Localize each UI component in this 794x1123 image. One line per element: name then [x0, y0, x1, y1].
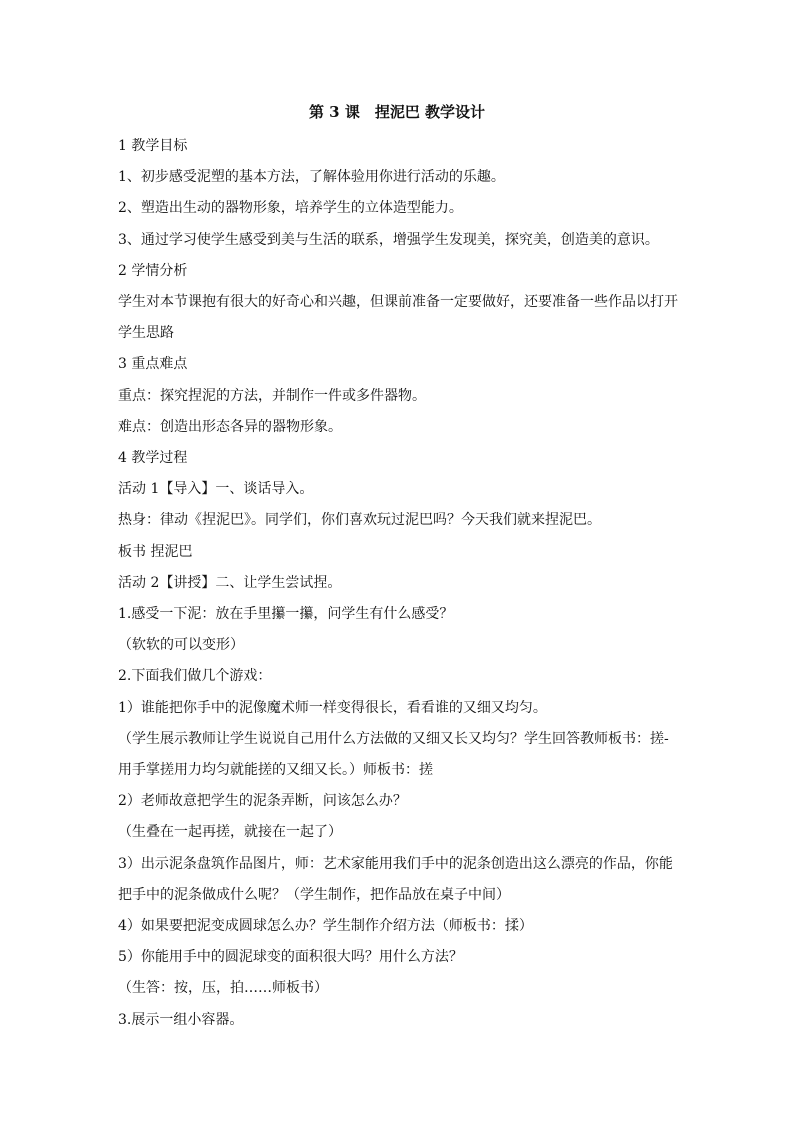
difficulty-line: 难点：创造出形态各异的器物形象。 — [118, 418, 342, 435]
section-heading-teaching-process: 4 教学过程 — [118, 450, 188, 467]
goal-item-2: 2、塑造出生动的器物形象，培养学生的立体造型能力。 — [118, 200, 463, 217]
paragraph-line: 3.展示一组小容器。 — [118, 1011, 244, 1028]
document-body — [118, 131, 688, 1036]
key-point-line: 重点：探究捏泥的方法，并制作一件或多件器物。 — [118, 387, 426, 404]
paragraph-line: 学生对本节课抱有很大的好奇心和兴趣，但课前准备一定要做好，还要准备一些作品以打开 — [118, 294, 678, 311]
section-heading-student-analysis: 2 学情分析 — [118, 262, 188, 279]
paragraph-line: 1.感受一下泥：放在手里攥一攥，问学生有什么感受？ — [118, 606, 454, 623]
goal-item-1: 1、初步感受泥塑的基本方法，了解体验用你进行活动的乐趣。 — [118, 169, 505, 186]
goal-item-3: 3、通过学习使学生感受到美与生活的联系，增强学生发现美，探究美，创造美的意识。 — [118, 231, 659, 248]
paragraph-line: （软软的可以变形） — [118, 637, 244, 654]
paragraph-line: 学生思路 — [118, 325, 174, 342]
paragraph-line: 3）出示泥条盘筑作品图片，师：艺术家能用我们手中的泥条创造出这么漂亮的作品，你能 — [118, 855, 673, 872]
paragraph-line: 5）你能用手中的圆泥球变的面积很大吗？用什么方法？ — [118, 949, 463, 966]
activity-2-heading: 活动 2【讲授】二、让学生尝试捏。 — [118, 574, 342, 591]
paragraph-line: 把手中的泥条做成什么呢？（学生制作，把作品放在桌子中间） — [118, 886, 510, 903]
paragraph-line: （生叠在一起再搓，就接在一起了） — [118, 824, 342, 841]
paragraph-line: 用手掌搓用力均匀就能搓的又细又长。）师板书：搓 — [118, 762, 433, 779]
paragraph-line: （学生展示教师让学生说说自己用什么方法做的又细又长又均匀？学生回答教师板书：搓- — [118, 730, 669, 747]
paragraph-line: （生答：按，压，拍……师板书） — [118, 980, 328, 997]
paragraph-line: 热身：律动《捏泥巴》。同学们，你们喜欢玩过泥巴吗？今天我们就来捏泥巴。 — [118, 512, 601, 529]
paragraph-line: 2）老师故意把学生的泥条弄断，问该怎么办？ — [118, 793, 407, 810]
section-heading-teaching-goals: 1 教学目标 — [118, 138, 188, 154]
paragraph-line: 2.下面我们做几个游戏： — [118, 668, 272, 685]
paragraph-line: 4）如果要把泥变成圆球怎么办？学生制作介绍方法（师板书：揉） — [118, 918, 533, 935]
paragraph-line: 板书 捏泥巴 — [118, 543, 193, 560]
document-title: 第 3 课 捏泥巴 教学设计 — [308, 103, 486, 121]
paragraph-line: 1）谁能把你手中的泥像魔术师一样变得很长，看看谁的又细又均匀。 — [118, 699, 547, 716]
activity-1-heading: 活动 1【导入】一、谈话导入。 — [118, 481, 314, 498]
section-heading-key-points: 3 重点难点 — [118, 356, 188, 373]
